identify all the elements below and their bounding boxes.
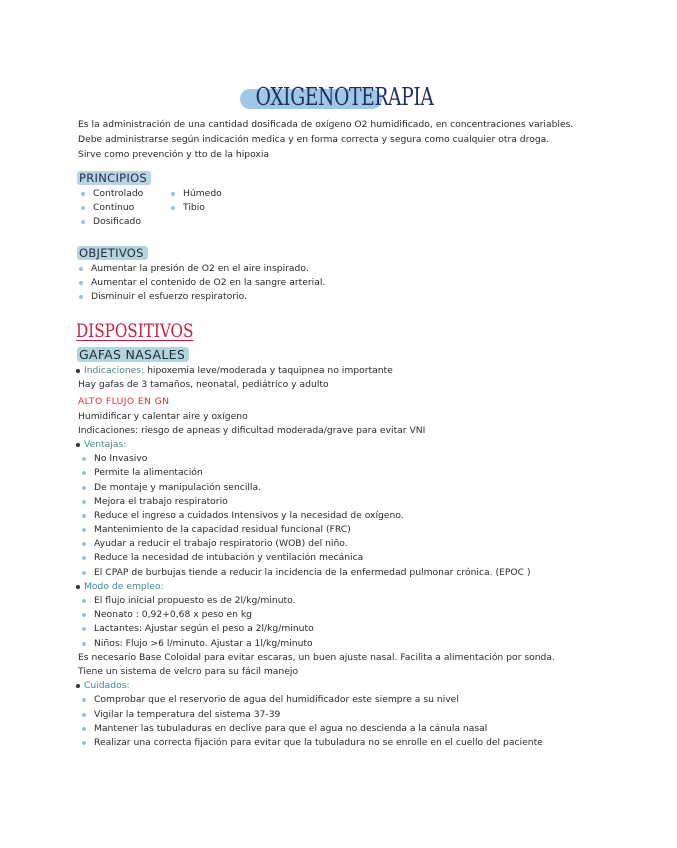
list-item: Reduce el ingreso a cuidados Intensivos y la necesidad de oxígeno.: [80, 509, 638, 523]
intro-line-2: Debe administrarse según indicación medica y en forma correcta y segura como cualquier otra droga.: [78, 134, 550, 145]
indicaciones-text: hipoxemia leve/moderada y taquipnea no importante: [144, 365, 393, 376]
list-item: Permite la alimentación: [80, 466, 638, 480]
list-item: Mantener las tubuladuras en declive para que el agua no descienda a la cánula nasal: [80, 722, 638, 736]
tamanos-line: Hay gafas de 3 tamaños, neonatal, pediátrico y adulto: [78, 379, 329, 391]
dispositivos-heading: DISPOSITIVOS: [76, 320, 194, 342]
objetivos-section: [77, 245, 148, 262]
ventajas-list: [80, 452, 638, 580]
intro-line-3: Sirve como prevención y tto de la hipoxia: [78, 149, 270, 160]
list-item: Realizar una correcta fijación para evitar que la tubuladura no se enrolle en el cuello del paciente: [80, 736, 638, 750]
list-item: El flujo inicial propuesto es de 2l/kg/minuto.: [80, 594, 638, 608]
cuidados-heading: Cuidados:: [78, 679, 638, 693]
principios-list-2: [169, 187, 249, 215]
list-item: De montaje y manipulación sencilla.: [80, 481, 638, 495]
list-item: El CPAP de burbujas tiende a reducir la incidencia de la enfermedad pulmonar crónica. (EPOC ): [80, 566, 638, 580]
principios-heading: PRINCIPIOS: [77, 171, 151, 185]
nota-line-2: Tiene un sistema de velcro para su fácil manejo: [78, 665, 299, 677]
page-title: OXIGENOTERAPIA: [255, 83, 434, 111]
cuidados-list: [80, 693, 638, 750]
indicaciones-label: Indicaciones:: [84, 365, 145, 376]
list-item: Húmedo: [169, 187, 249, 201]
modo-list: [80, 594, 638, 651]
list-item: Mantenimiento de la capacidad residual funcional (FRC): [80, 523, 638, 537]
nota-line-1: Es necesario Base Coloidal para evitar escaras, un buen ajuste nasal. Facilita a alimentación por sonda.: [78, 651, 555, 663]
list-item: Continuo: [79, 201, 169, 215]
indicaciones-line: [78, 364, 638, 378]
title-block: [240, 82, 434, 112]
objetivos-list: [77, 262, 577, 305]
list-item: Tibio: [169, 201, 249, 215]
intro-line-1: Es la administración de una cantidad dosificada de oxígeno O2 humidificado, en concentraciones variables.: [78, 119, 574, 130]
list-item: Reduce la necesidad de intubación y ventilación mecánica: [80, 551, 638, 565]
list-item: Dosificado: [79, 215, 169, 229]
gafas-content: [78, 364, 638, 750]
objetivos-heading: OBJETIVOS: [77, 246, 148, 260]
list-item: Lactantes: Ajustar según el peso a 2l/kg/minuto: [80, 622, 638, 636]
list-item: Comprobar que el reservorio de agua del humidificador este siempre a su nivel: [80, 693, 638, 707]
list-item: Vigilar la temperatura del sistema 37-39: [80, 708, 638, 722]
list-item: Mejora el trabajo respiratorio: [80, 495, 638, 509]
intro-paragraph: [78, 117, 638, 162]
alto-flujo-line-1: Humidificar y calentar aire y oxígeno: [78, 410, 248, 422]
principios-list-1: [79, 187, 169, 230]
ventajas-heading: Ventajas:: [78, 438, 638, 452]
list-item: Controlado: [79, 187, 169, 201]
gafas-heading: GAFAS NASALES: [77, 347, 189, 362]
list-item: Niños: Flujo >6 l/minuto. Ajustar a 1l/kg/minuto: [80, 637, 638, 651]
gafas-section: [77, 347, 189, 364]
list-item: Aumentar la presión de O2 en el aire inspirado.: [77, 262, 577, 276]
modo-heading: Modo de empleo:: [78, 580, 638, 594]
list-item: Neonato : 0,92+0,68 x peso en kg: [80, 608, 638, 622]
list-item: Aumentar el contenido de O2 en la sangre arterial.: [77, 276, 577, 290]
principios-section: [77, 170, 151, 187]
list-item: No Invasivo: [80, 452, 638, 466]
alto-flujo-heading: ALTO FLUJO EN GN: [78, 396, 170, 408]
list-item: Ayudar a reducir el trabajo respiratorio (WOB) del niño.: [80, 537, 638, 551]
list-item: Disminuir el esfuerzo respiratorio.: [77, 290, 577, 304]
alto-flujo-line-2: Indicaciones: riesgo de apneas y dificultad moderada/grave para evitar VNI: [78, 424, 426, 436]
